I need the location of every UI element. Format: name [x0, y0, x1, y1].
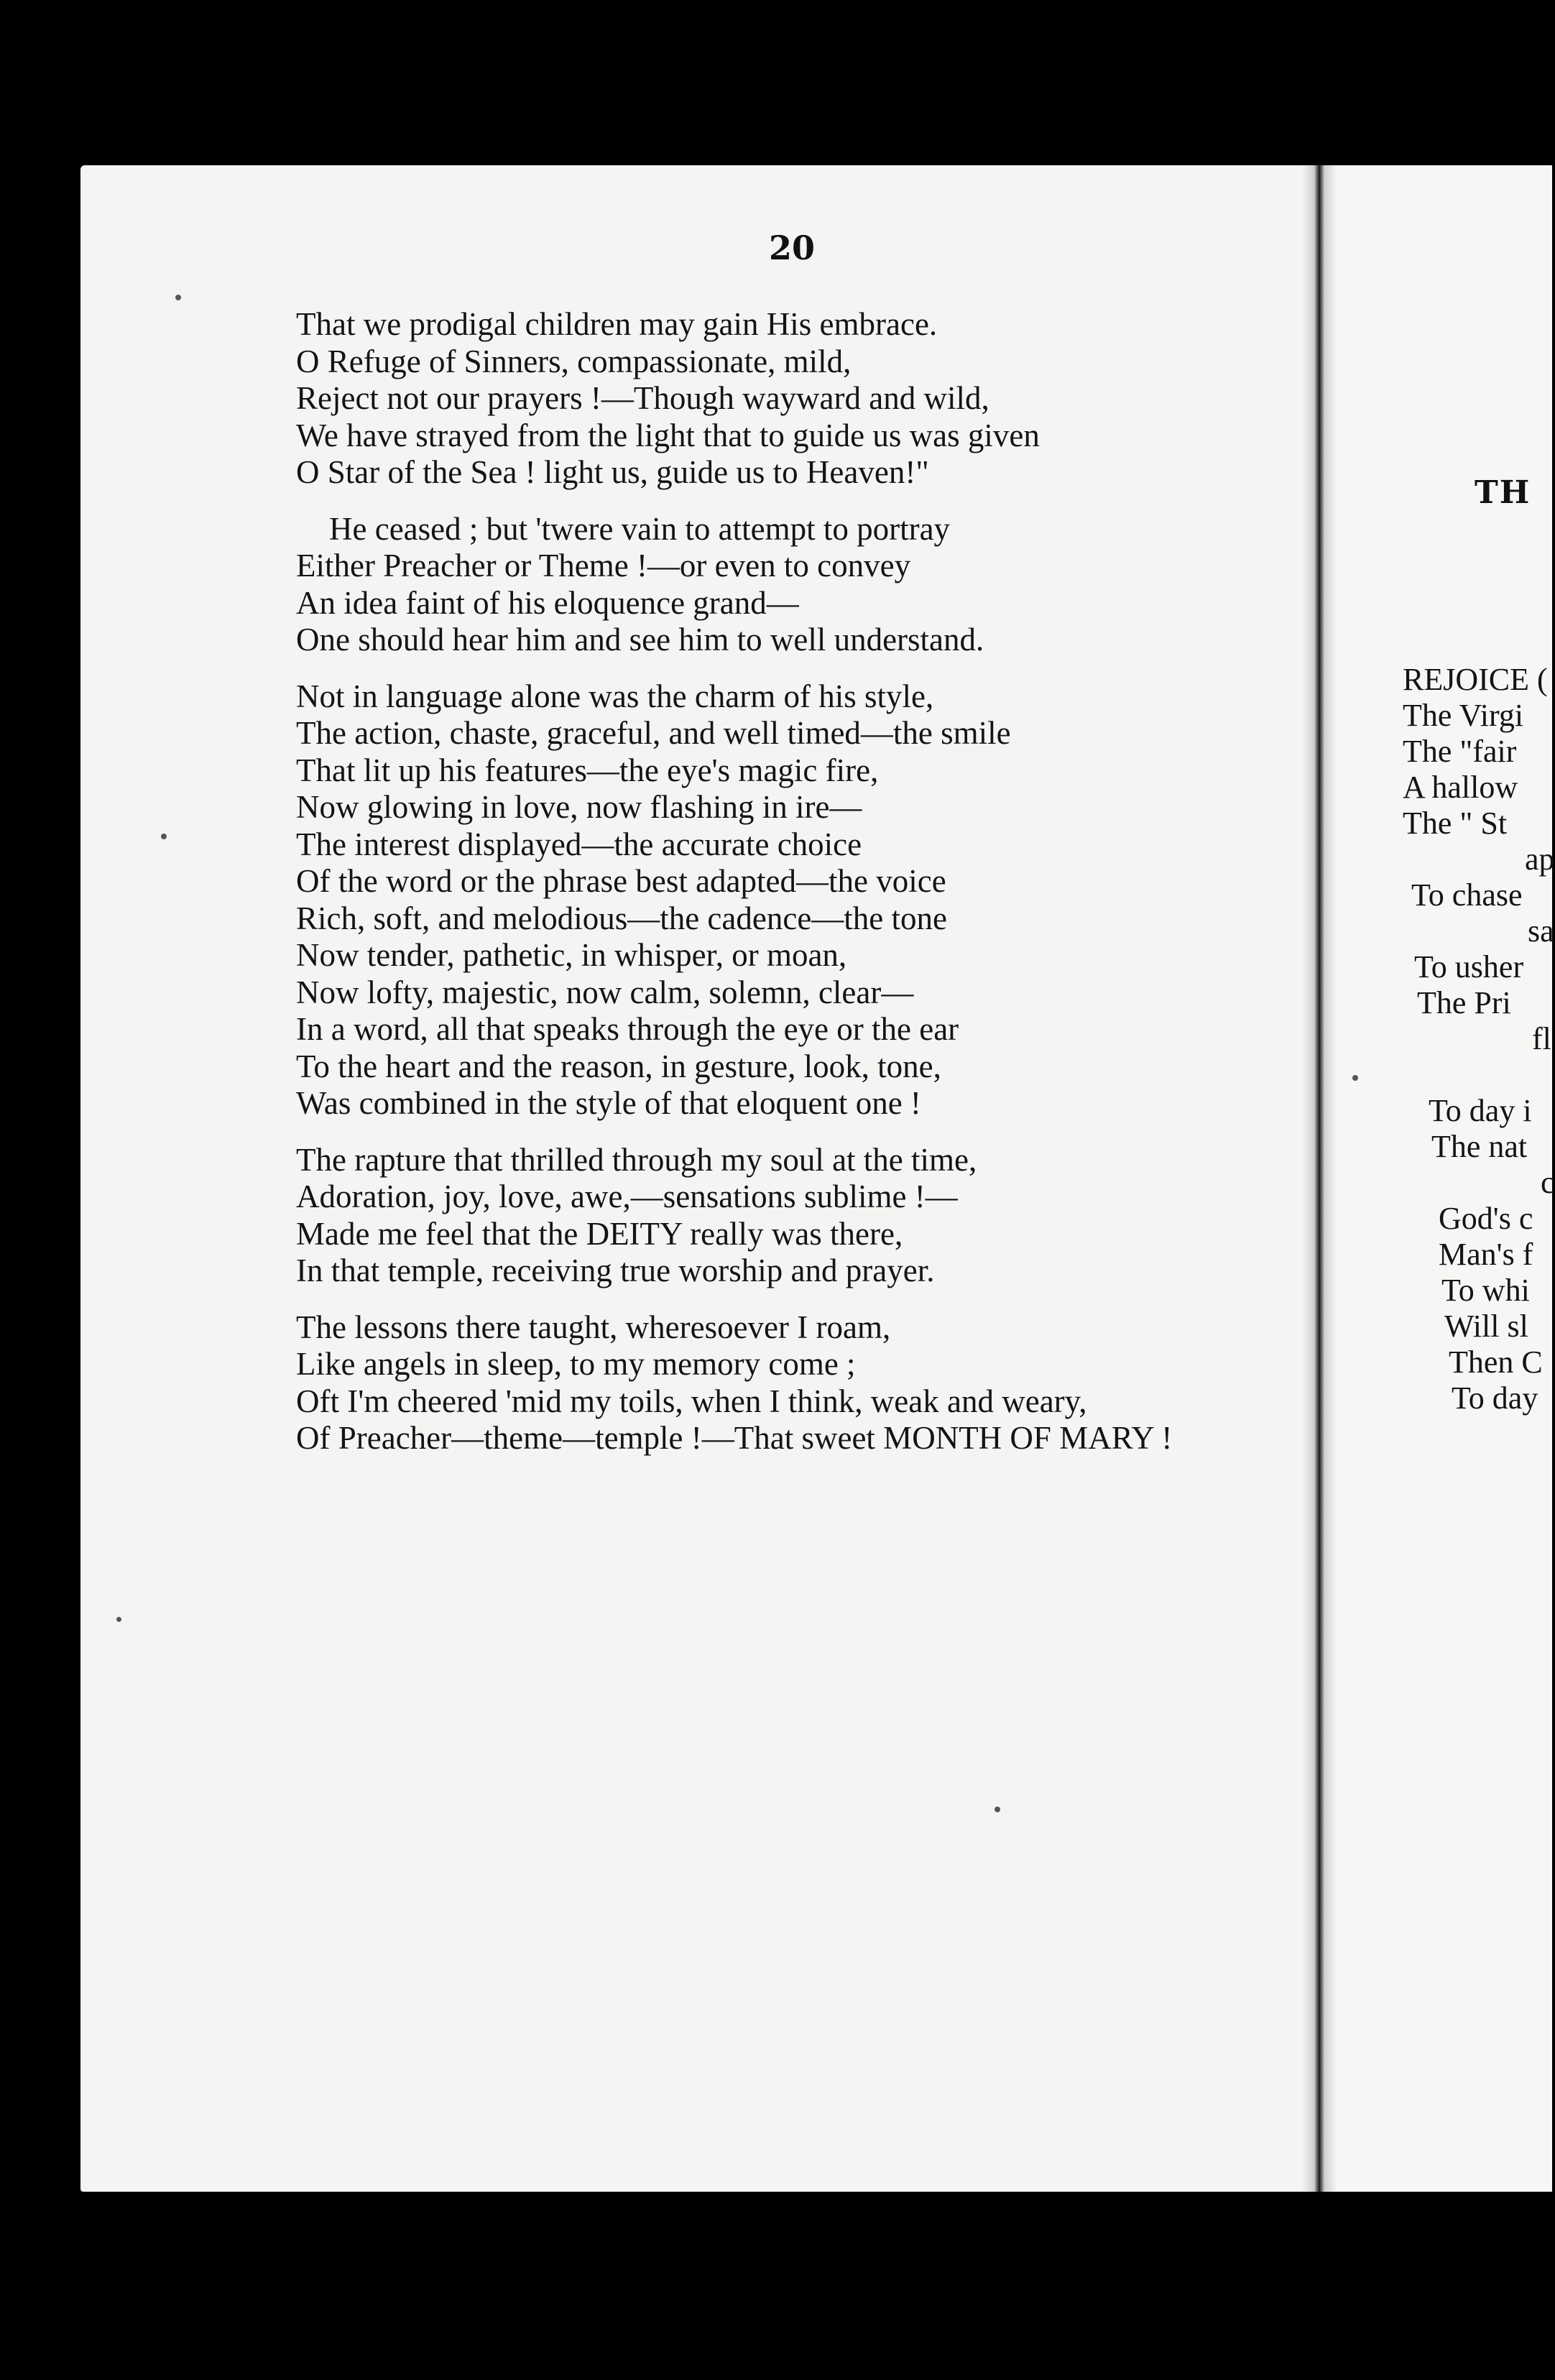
right-page-line: ap	[1525, 841, 1555, 877]
stanza-2	[296, 511, 1302, 659]
paper-speck	[175, 295, 181, 300]
poem-line: He ceased ; but 'twere vain to attempt to portray	[329, 510, 951, 547]
poem-line: Made me feel that the DEITY really was there,	[296, 1215, 903, 1252]
poem-line: One should hear him and see him to well understand.	[296, 622, 984, 658]
right-page-text	[1337, 165, 1555, 2192]
right-page-line: REJOICE (	[1403, 662, 1548, 697]
right-page-line: The Virgi	[1403, 698, 1524, 733]
poem-line: Now tender, pathetic, in whisper, or moan,	[296, 937, 847, 973]
right-page-line: To whi	[1441, 1273, 1530, 1308]
right-page-line: Then C	[1449, 1344, 1543, 1380]
poem-line: Was combined in the style of that eloquent one !	[296, 1085, 921, 1121]
paper-speck	[161, 834, 167, 839]
poem-line: Reject not our prayers !—Though wayward and wild,	[296, 380, 989, 416]
right-page-line: To usher	[1414, 949, 1524, 984]
poem-line: Of the word or the phrase best adapted—the voice	[296, 863, 946, 899]
poem-line: Either Preacher or Theme !—or even to convey	[296, 548, 911, 584]
right-page-line: To day i	[1429, 1093, 1532, 1128]
poem-body	[296, 306, 1302, 1477]
poem-line: Now glowing in love, now flashing in ire—	[296, 789, 862, 825]
poem-line: The rapture that thrilled through my soul at the time,	[296, 1141, 977, 1178]
poem-line: That lit up his features—the eye's magic fire,	[296, 752, 879, 788]
right-page-line: The nat	[1431, 1129, 1528, 1164]
poem-line: The lessons there taught, wheresoever I roam,	[296, 1309, 891, 1345]
right-page-line: fl	[1532, 1021, 1551, 1056]
right-page-line: The "fair	[1403, 734, 1517, 769]
right-page-heading: TH	[1475, 474, 1531, 511]
right-page-line: The " St	[1403, 806, 1508, 841]
poem-line: Oft I'm cheered 'mid my toils, when I think, weak and weary,	[296, 1383, 1087, 1419]
stanza-5	[296, 1309, 1302, 1457]
poem-line: An idea faint of his eloquence grand—	[296, 584, 799, 621]
stanza-3	[296, 678, 1302, 1122]
poem-line: Not in language alone was the charm of his style,	[296, 678, 934, 714]
paper-speck	[1352, 1075, 1358, 1081]
poem-line: Now lofty, majestic, now calm, solemn, clear—	[296, 974, 914, 1010]
poem-line: In that temple, receiving true worship and prayer.	[296, 1253, 935, 1288]
right-page-line: Will sl	[1444, 1309, 1528, 1344]
right-page-line: The Pri	[1417, 985, 1511, 1020]
poem-line: The action, chaste, graceful, and well timed—the smile	[296, 715, 1011, 751]
paper-speck	[116, 1617, 121, 1622]
poem-line: The interest displayed—the accurate choice	[296, 826, 862, 862]
right-page-line: A hallow	[1403, 770, 1518, 805]
stanza-4	[296, 1142, 1302, 1290]
right-page-line: To day	[1452, 1380, 1538, 1416]
right-page-line: Man's f	[1439, 1237, 1533, 1272]
poem-line: To the heart and the reason, in gesture, look, tone,	[296, 1048, 941, 1084]
page-number: 20	[769, 229, 816, 267]
poem-line: Adoration, joy, love, awe,—sensations sublime !—	[296, 1179, 958, 1214]
poem-line: O Refuge of Sinners, compassionate, mild,	[296, 343, 852, 379]
poem-line: Like angels in sleep, to my memory come ;	[296, 1346, 856, 1382]
right-page-line: c	[1541, 1165, 1555, 1200]
right-page-line: God's c	[1439, 1201, 1533, 1236]
poem-line: O Star of the Sea ! light us, guide us to Heaven!"	[296, 454, 929, 490]
poem-line: That we prodigal children may gain His embrace.	[296, 306, 938, 342]
right-page-line: sa	[1528, 913, 1554, 949]
poem-line: Rich, soft, and melodious—the cadence—the tone	[296, 900, 947, 936]
poem-line: Of Preacher—theme—temple !—That sweet MONTH OF MARY !	[296, 1420, 1173, 1456]
right-page-line: To chase	[1411, 877, 1523, 913]
book-gutter	[1302, 165, 1337, 2192]
poem-line: In a word, all that speaks through the eye or the ear	[296, 1011, 959, 1047]
poem-line: We have strayed from the light that to guide us was given	[296, 417, 1040, 453]
paper-speck	[995, 1807, 1000, 1812]
stanza-1	[296, 306, 1302, 492]
